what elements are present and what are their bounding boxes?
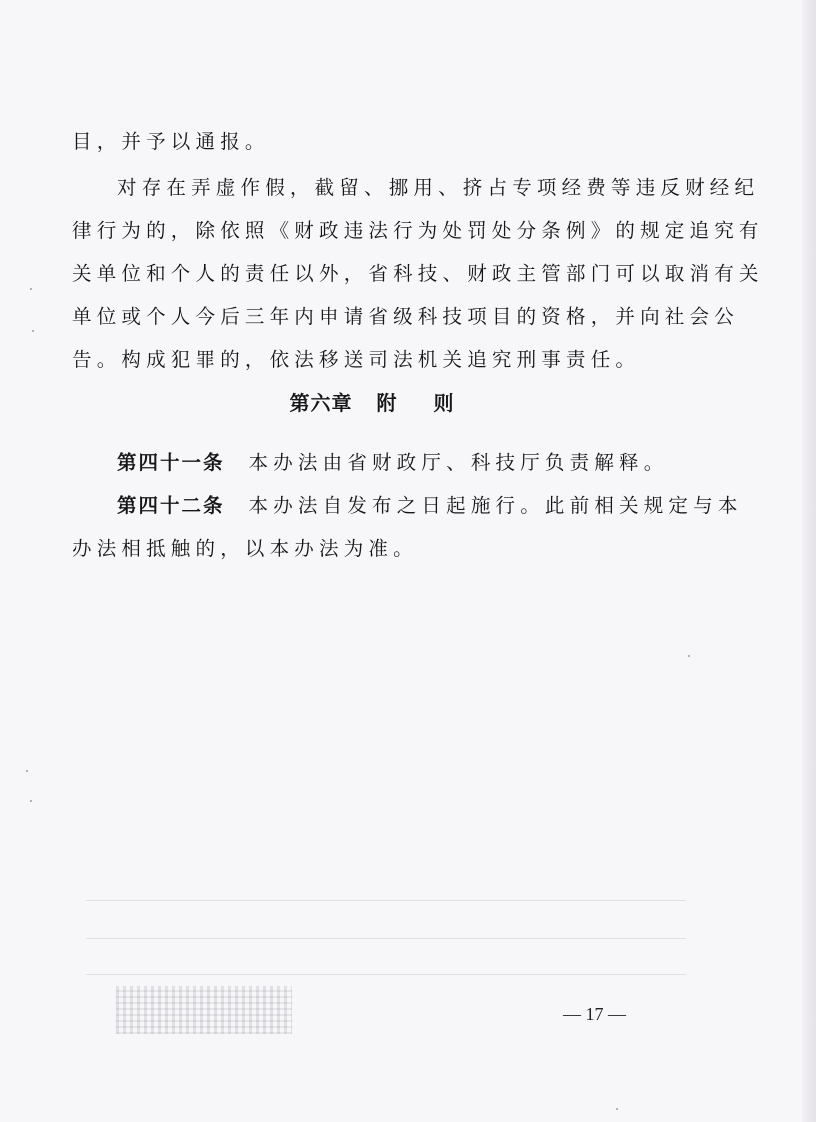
show-through-barcode bbox=[116, 986, 292, 1034]
scan-speck bbox=[616, 1108, 618, 1110]
chapter-title-part2: 则 bbox=[433, 391, 455, 415]
article-number: 第四十一条 bbox=[117, 451, 225, 474]
scan-speck bbox=[688, 655, 690, 657]
paragraph-line: 办法相抵触的，以本办法为准。 bbox=[72, 537, 418, 560]
scan-speck bbox=[30, 288, 32, 290]
show-through-rule bbox=[86, 900, 686, 901]
article-number: 第四十二条 bbox=[117, 494, 225, 517]
scan-speck bbox=[26, 770, 28, 772]
paragraph-line: 告。构成犯罪的，依法移送司法机关追究刑事责任。 bbox=[72, 348, 641, 371]
article-42 bbox=[117, 494, 743, 518]
article-text: 本办法由省财政厅、科技厅负责解释。 bbox=[248, 451, 669, 474]
chapter-title-part1: 附 bbox=[376, 391, 398, 415]
paragraph-line: 关单位和个人的责任以外，省科技、财政主管部门可以取消有关 bbox=[72, 262, 764, 285]
paragraph-line: 单位或个人今后三年内申请省级科技项目的资格，并向社会公 bbox=[72, 305, 739, 328]
show-through-rule bbox=[86, 974, 686, 975]
scan-speck bbox=[30, 800, 32, 802]
page-edge-shadow bbox=[802, 0, 816, 1122]
page-number: — 17 — bbox=[563, 1004, 626, 1024]
paragraph-line: 律行为的，除依照《财政违法行为处罚处分条例》的规定追究有 bbox=[72, 219, 764, 242]
chapter-number: 第六章 bbox=[289, 391, 353, 415]
chapter-heading bbox=[0, 390, 744, 416]
scan-speck bbox=[32, 330, 34, 332]
paragraph-line: 对存在弄虚作假，截留、挪用、挤占专项经费等违反财经纪 bbox=[117, 176, 760, 199]
article-41 bbox=[117, 451, 717, 475]
article-text: 本办法自发布之日起施行。此前相关规定与本 bbox=[248, 494, 743, 517]
paragraph-line: 目，并予以通报。 bbox=[72, 130, 270, 153]
show-through-rule bbox=[86, 938, 686, 939]
